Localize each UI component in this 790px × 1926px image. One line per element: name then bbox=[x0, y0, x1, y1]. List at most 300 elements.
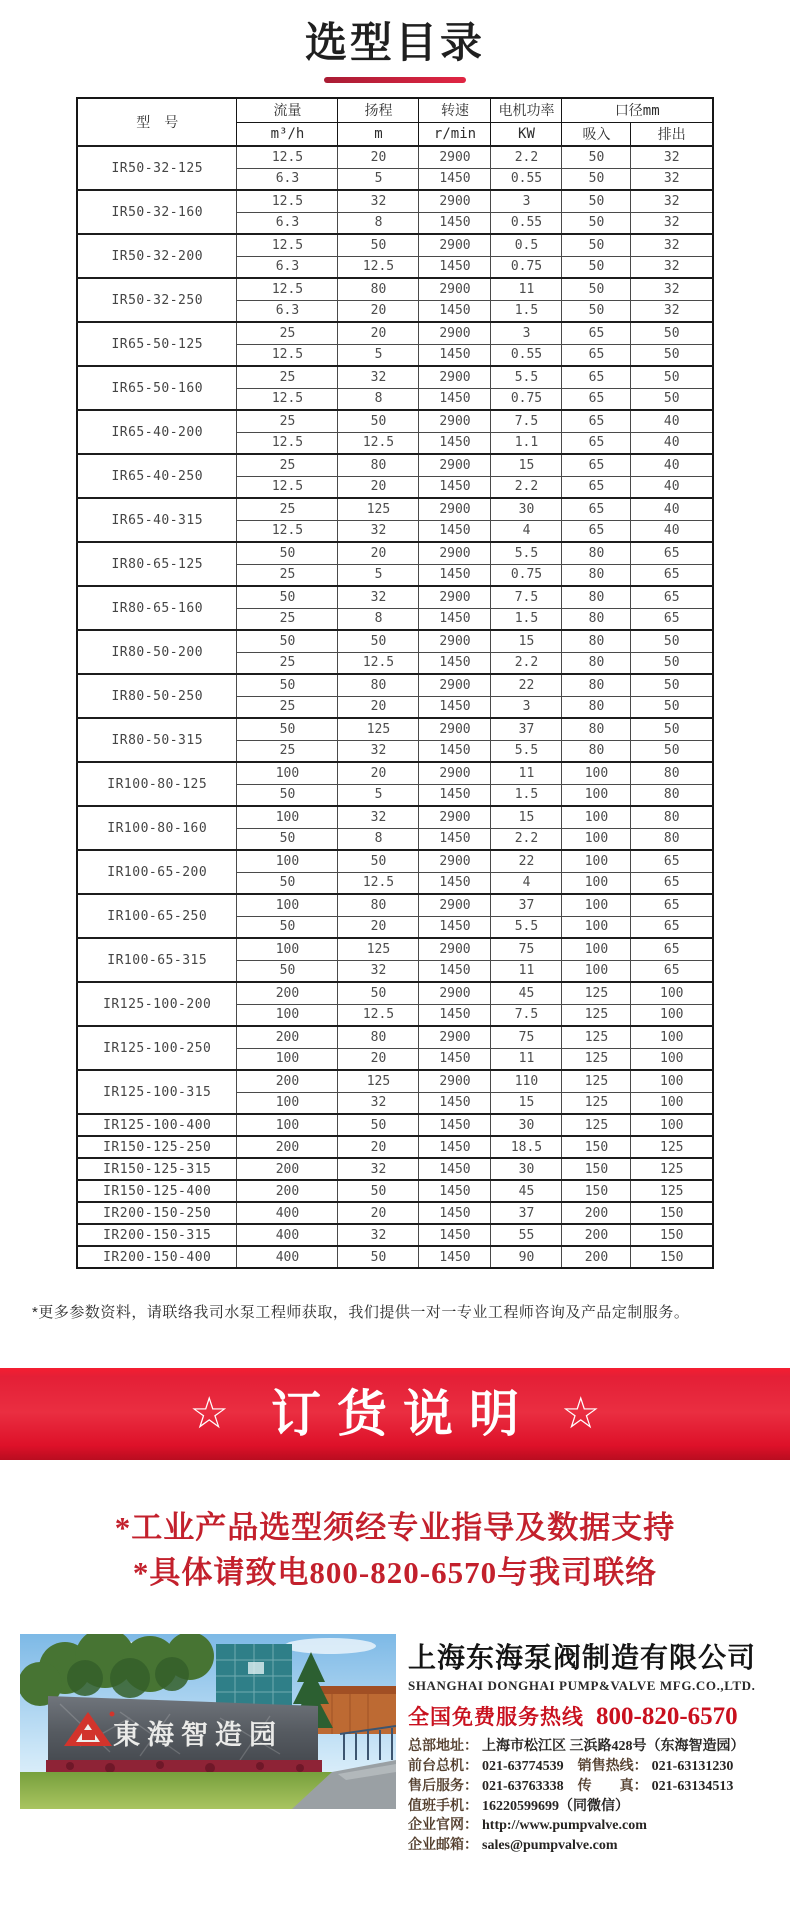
spec-cell: 37 bbox=[491, 718, 562, 740]
factory-entrance-illustration bbox=[20, 1634, 396, 1809]
spec-cell: 100 bbox=[237, 806, 338, 828]
spec-cell: 80 bbox=[562, 564, 631, 586]
table-row bbox=[77, 982, 713, 1004]
table-row bbox=[77, 938, 713, 960]
spec-cell: 12.5 bbox=[338, 872, 419, 894]
spec-cell: 0.5 bbox=[491, 234, 562, 256]
spec-cell: 32 bbox=[631, 234, 713, 256]
spec-cell: 65 bbox=[562, 366, 631, 388]
spec-cell: 20 bbox=[338, 322, 419, 344]
col-header-speed: 转速 bbox=[419, 98, 491, 122]
spec-cell: 50 bbox=[237, 872, 338, 894]
spec-cell: 6.3 bbox=[237, 212, 338, 234]
spec-cell: 110 bbox=[491, 1070, 562, 1092]
table-row bbox=[77, 1158, 713, 1180]
spec-cell: 1450 bbox=[419, 564, 491, 586]
model-cell: IR100-65-315 bbox=[77, 938, 237, 982]
spec-cell: 50 bbox=[631, 344, 713, 366]
contact-value: 021-63763338 bbox=[482, 1778, 564, 1794]
model-cell: IR65-40-200 bbox=[77, 410, 237, 454]
banner-title: 订货说明 bbox=[271, 1386, 535, 1442]
contact-value: 021-63131230 bbox=[651, 1758, 734, 1774]
spec-cell: 50 bbox=[338, 850, 419, 872]
spec-cell: 45 bbox=[491, 1180, 562, 1202]
spec-cell: 12.5 bbox=[237, 476, 338, 498]
spec-cell: 2900 bbox=[419, 630, 491, 652]
spec-cell: 50 bbox=[237, 542, 338, 564]
spec-cell: 125 bbox=[562, 1114, 631, 1136]
spec-cell: 2900 bbox=[419, 1026, 491, 1048]
spec-cell: 50 bbox=[631, 388, 713, 410]
col-header-flow: 流量 bbox=[237, 98, 338, 122]
spec-cell: 11 bbox=[491, 1048, 562, 1070]
table-row bbox=[77, 586, 713, 608]
spec-cell: 5.5 bbox=[491, 542, 562, 564]
spec-cell: 1450 bbox=[419, 872, 491, 894]
model-cell: IR50-32-250 bbox=[77, 278, 237, 322]
spec-cell: 15 bbox=[491, 454, 562, 476]
spec-cell: 200 bbox=[237, 1158, 338, 1180]
spec-cell: 50 bbox=[562, 212, 631, 234]
sign-text: 東海智造园 bbox=[113, 1719, 283, 1750]
contact-label: 售后服务： bbox=[408, 1778, 478, 1794]
spec-cell: 32 bbox=[631, 256, 713, 278]
spec-cell: 100 bbox=[562, 806, 631, 828]
contact-label: 值班手机： bbox=[408, 1798, 478, 1814]
company-footer bbox=[20, 1634, 770, 1856]
spec-cell: 80 bbox=[562, 630, 631, 652]
spec-cell: 200 bbox=[237, 1180, 338, 1202]
spec-cell: 50 bbox=[631, 696, 713, 718]
spec-cell: 2900 bbox=[419, 718, 491, 740]
spec-cell: 125 bbox=[338, 718, 419, 740]
spec-cell: 65 bbox=[631, 586, 713, 608]
spec-cell: 100 bbox=[631, 1026, 713, 1048]
table-row bbox=[77, 1224, 713, 1246]
spec-cell: 20 bbox=[338, 1136, 419, 1158]
spec-cell: 25 bbox=[237, 652, 338, 674]
spec-cell: 32 bbox=[631, 300, 713, 322]
factory-photo bbox=[20, 1634, 396, 1809]
spec-cell: 1450 bbox=[419, 652, 491, 674]
spec-cell: 125 bbox=[562, 1026, 631, 1048]
spec-cell: 50 bbox=[562, 300, 631, 322]
spec-cell: 2900 bbox=[419, 542, 491, 564]
table-row bbox=[77, 1026, 713, 1048]
spec-cell: 200 bbox=[237, 1026, 338, 1048]
model-cell: IR125-100-200 bbox=[77, 982, 237, 1026]
spec-cell: 2900 bbox=[419, 674, 491, 696]
col-unit-power: KW bbox=[491, 122, 562, 146]
spec-cell: 90 bbox=[491, 1246, 562, 1268]
col-header-discharge: 排出 bbox=[631, 122, 713, 146]
hotline-label: 全国免费服务热线 bbox=[408, 1704, 584, 1729]
spec-cell: 125 bbox=[631, 1180, 713, 1202]
spec-cell: 1450 bbox=[419, 1004, 491, 1026]
spec-cell: 65 bbox=[631, 960, 713, 982]
table-row bbox=[77, 1070, 713, 1092]
spec-cell: 80 bbox=[338, 454, 419, 476]
spec-cell: 100 bbox=[562, 784, 631, 806]
col-header-suction: 吸入 bbox=[562, 122, 631, 146]
spec-cell: 150 bbox=[631, 1202, 713, 1224]
spec-cell: 12.5 bbox=[237, 344, 338, 366]
spec-cell: 200 bbox=[237, 1070, 338, 1092]
spec-cell: 32 bbox=[338, 586, 419, 608]
table-row bbox=[77, 1246, 713, 1268]
spec-cell: 100 bbox=[237, 1114, 338, 1136]
spec-cell: 50 bbox=[237, 828, 338, 850]
notice-line-1: *工业产品选型须经专业指导及数据支持 bbox=[114, 1510, 676, 1545]
spec-cell: 50 bbox=[338, 630, 419, 652]
spec-cell: 8 bbox=[338, 212, 419, 234]
spec-cell: 1450 bbox=[419, 960, 491, 982]
spec-cell: 25 bbox=[237, 498, 338, 520]
spec-cell: 100 bbox=[237, 1092, 338, 1114]
contact-label: 销售热线： bbox=[577, 1758, 648, 1774]
spec-cell: 12.5 bbox=[237, 388, 338, 410]
spec-cell: 100 bbox=[562, 762, 631, 784]
table-row bbox=[77, 762, 713, 784]
model-cell: IR100-65-200 bbox=[77, 850, 237, 894]
spec-cell: 1450 bbox=[419, 740, 491, 762]
spec-cell: 2900 bbox=[419, 234, 491, 256]
spec-cell: 1450 bbox=[419, 1092, 491, 1114]
spec-cell: 400 bbox=[237, 1224, 338, 1246]
spec-cell: 2900 bbox=[419, 1070, 491, 1092]
spec-cell: 125 bbox=[562, 1004, 631, 1026]
spec-cell: 50 bbox=[631, 322, 713, 344]
spec-cell: 2900 bbox=[419, 366, 491, 388]
spec-cell: 65 bbox=[631, 916, 713, 938]
spec-cell: 80 bbox=[338, 278, 419, 300]
spec-cell: 1.1 bbox=[491, 432, 562, 454]
spec-cell: 55 bbox=[491, 1224, 562, 1246]
spec-cell: 50 bbox=[562, 146, 631, 168]
spec-cell: 2900 bbox=[419, 454, 491, 476]
spec-cell: 150 bbox=[631, 1224, 713, 1246]
spec-cell: 65 bbox=[631, 542, 713, 564]
spec-cell: 1450 bbox=[419, 520, 491, 542]
spec-cell: 2900 bbox=[419, 410, 491, 432]
spec-cell: 25 bbox=[237, 454, 338, 476]
contact-label: 前台总机： bbox=[408, 1758, 478, 1774]
spec-cell: 65 bbox=[562, 476, 631, 498]
contact-line bbox=[408, 1816, 770, 1836]
spec-cell: 100 bbox=[562, 894, 631, 916]
spec-cell: 80 bbox=[631, 806, 713, 828]
spec-cell: 1450 bbox=[419, 1224, 491, 1246]
spec-cell: 2.2 bbox=[491, 652, 562, 674]
spec-cell: 50 bbox=[631, 652, 713, 674]
spec-cell: 2900 bbox=[419, 322, 491, 344]
spec-cell: 1450 bbox=[419, 1158, 491, 1180]
spec-cell: 40 bbox=[631, 520, 713, 542]
spec-cell: 20 bbox=[338, 146, 419, 168]
spec-cell: 8 bbox=[338, 828, 419, 850]
spec-cell: 12.5 bbox=[237, 146, 338, 168]
model-cell: IR80-65-160 bbox=[77, 586, 237, 630]
table-row bbox=[77, 146, 713, 168]
spec-cell: 32 bbox=[338, 520, 419, 542]
spec-cell: 125 bbox=[631, 1136, 713, 1158]
spec-cell: 150 bbox=[562, 1158, 631, 1180]
spec-cell: 20 bbox=[338, 1048, 419, 1070]
spec-cell: 20 bbox=[338, 300, 419, 322]
spec-cell: 1450 bbox=[419, 300, 491, 322]
spec-cell: 80 bbox=[338, 1026, 419, 1048]
model-cell: IR125-100-315 bbox=[77, 1070, 237, 1114]
spec-cell: 125 bbox=[338, 938, 419, 960]
spec-cell: 12.5 bbox=[237, 190, 338, 212]
spec-cell: 40 bbox=[631, 498, 713, 520]
table-row bbox=[77, 454, 713, 476]
spec-cell: 50 bbox=[631, 740, 713, 762]
spec-cell: 5 bbox=[338, 784, 419, 806]
spec-cell: 20 bbox=[338, 476, 419, 498]
spec-cell: 6.3 bbox=[237, 300, 338, 322]
spec-cell: 100 bbox=[237, 762, 338, 784]
model-cell: IR50-32-125 bbox=[77, 146, 237, 190]
model-cell: IR50-32-200 bbox=[77, 234, 237, 278]
spec-cell: 50 bbox=[237, 674, 338, 696]
table-row bbox=[77, 1202, 713, 1224]
spec-cell: 50 bbox=[338, 234, 419, 256]
spec-cell: 5.5 bbox=[491, 366, 562, 388]
spec-cell: 1450 bbox=[419, 344, 491, 366]
model-cell: IR80-50-200 bbox=[77, 630, 237, 674]
table-row bbox=[77, 806, 713, 828]
spec-cell: 15 bbox=[491, 1092, 562, 1114]
spec-cell: 20 bbox=[338, 696, 419, 718]
spec-cell: 65 bbox=[562, 344, 631, 366]
spec-cell: 0.55 bbox=[491, 344, 562, 366]
spec-cell: 12.5 bbox=[338, 652, 419, 674]
model-cell: IR80-50-250 bbox=[77, 674, 237, 718]
spec-cell: 50 bbox=[338, 1246, 419, 1268]
spec-cell: 30 bbox=[491, 1114, 562, 1136]
spec-cell: 400 bbox=[237, 1246, 338, 1268]
company-name-en: SHANGHAI DONGHAI PUMP&VALVE MFG.CO.,LTD. bbox=[408, 1677, 756, 1693]
spec-cell: 7.5 bbox=[491, 410, 562, 432]
contact-line bbox=[408, 1797, 770, 1817]
table-row bbox=[77, 718, 713, 740]
spec-cell: 2900 bbox=[419, 894, 491, 916]
spec-cell: 50 bbox=[237, 916, 338, 938]
spec-cell: 65 bbox=[562, 498, 631, 520]
contact-value: sales@pumpvalve.com bbox=[482, 1838, 618, 1854]
spec-cell: 1450 bbox=[419, 1246, 491, 1268]
spec-cell: 65 bbox=[562, 322, 631, 344]
footnote: *更多参数资料，请联络我司水泵工程师获取，我们提供一对一专业工程师咨询及产品定制服务。 bbox=[32, 1304, 690, 1321]
contact-label: 企业邮箱： bbox=[408, 1838, 478, 1854]
spec-cell: 3 bbox=[491, 190, 562, 212]
contact-label: 企业官网： bbox=[408, 1818, 478, 1834]
spec-cell: 25 bbox=[237, 564, 338, 586]
spec-cell: 150 bbox=[631, 1246, 713, 1268]
contact-value: 16220599699（同微信） bbox=[482, 1798, 629, 1814]
spec-cell: 32 bbox=[631, 168, 713, 190]
spec-cell: 37 bbox=[491, 894, 562, 916]
spec-cell: 5 bbox=[338, 564, 419, 586]
spec-cell: 65 bbox=[631, 872, 713, 894]
spec-cell: 2900 bbox=[419, 498, 491, 520]
spec-cell: 30 bbox=[491, 1158, 562, 1180]
table-row bbox=[77, 410, 713, 432]
order-instructions-banner bbox=[0, 1368, 790, 1460]
spec-cell: 0.75 bbox=[491, 256, 562, 278]
spec-cell: 1450 bbox=[419, 608, 491, 630]
spec-cell: 2900 bbox=[419, 982, 491, 1004]
spec-cell: 1450 bbox=[419, 432, 491, 454]
spec-cell: 50 bbox=[562, 278, 631, 300]
spec-cell: 4 bbox=[491, 520, 562, 542]
table-row bbox=[77, 542, 713, 564]
spec-cell: 65 bbox=[631, 938, 713, 960]
table-row bbox=[77, 190, 713, 212]
spec-cell: 40 bbox=[631, 432, 713, 454]
table-row bbox=[77, 322, 713, 344]
spec-cell: 50 bbox=[338, 1180, 419, 1202]
model-cell: IR65-50-125 bbox=[77, 322, 237, 366]
model-cell: IR100-80-125 bbox=[77, 762, 237, 806]
table-body bbox=[77, 146, 713, 1268]
spec-cell: 100 bbox=[562, 938, 631, 960]
spec-cell: 65 bbox=[631, 894, 713, 916]
col-header-diameter: 口径mm bbox=[562, 98, 713, 122]
table-row bbox=[77, 1180, 713, 1202]
table-row bbox=[77, 674, 713, 696]
spec-cell: 32 bbox=[338, 806, 419, 828]
model-cell: IR200-150-250 bbox=[77, 1202, 237, 1224]
spec-cell: 50 bbox=[562, 168, 631, 190]
spec-cell: 0.55 bbox=[491, 212, 562, 234]
contact-label: 传 真： bbox=[577, 1778, 648, 1794]
contact-label: 总部地址： bbox=[408, 1738, 478, 1754]
spec-cell: 100 bbox=[631, 1070, 713, 1092]
spec-cell: 5 bbox=[338, 168, 419, 190]
model-cell: IR125-100-250 bbox=[77, 1026, 237, 1070]
spec-cell: 32 bbox=[338, 960, 419, 982]
spec-cell: 4 bbox=[491, 872, 562, 894]
spec-cell: 20 bbox=[338, 762, 419, 784]
spec-cell: 18.5 bbox=[491, 1136, 562, 1158]
spec-cell: 0.55 bbox=[491, 168, 562, 190]
company-info bbox=[408, 1634, 770, 1856]
spec-cell: 22 bbox=[491, 674, 562, 696]
spec-cell: 50 bbox=[631, 718, 713, 740]
spec-cell: 65 bbox=[631, 608, 713, 630]
col-header-model: 型 号 bbox=[77, 98, 237, 146]
spec-cell: 40 bbox=[631, 476, 713, 498]
spec-cell: 1.5 bbox=[491, 300, 562, 322]
spec-cell: 2.2 bbox=[491, 476, 562, 498]
spec-cell: 25 bbox=[237, 410, 338, 432]
spec-cell: 1450 bbox=[419, 256, 491, 278]
model-cell: IR80-50-315 bbox=[77, 718, 237, 762]
spec-cell: 200 bbox=[237, 982, 338, 1004]
spec-cell: 80 bbox=[562, 696, 631, 718]
spec-cell: 100 bbox=[631, 1092, 713, 1114]
spec-cell: 32 bbox=[631, 212, 713, 234]
spec-cell: 32 bbox=[338, 1092, 419, 1114]
spec-cell: 100 bbox=[631, 1004, 713, 1026]
spec-cell: 11 bbox=[491, 762, 562, 784]
model-cell: IR150-125-250 bbox=[77, 1136, 237, 1158]
spec-cell: 12.5 bbox=[237, 234, 338, 256]
spec-cell: 32 bbox=[338, 1224, 419, 1246]
spec-cell: 45 bbox=[491, 982, 562, 1004]
spec-cell: 1450 bbox=[419, 1202, 491, 1224]
table-row bbox=[77, 278, 713, 300]
table-row bbox=[77, 630, 713, 652]
model-cell: IR100-80-160 bbox=[77, 806, 237, 850]
model-cell: IR65-40-250 bbox=[77, 454, 237, 498]
spec-cell: 100 bbox=[237, 938, 338, 960]
title-underline bbox=[324, 77, 466, 83]
hotline-number: 800-820-6570 bbox=[596, 1702, 738, 1730]
spec-cell: 7.5 bbox=[491, 586, 562, 608]
col-header-head: 扬程 bbox=[338, 98, 419, 122]
spec-cell: 100 bbox=[631, 1048, 713, 1070]
spec-cell: 50 bbox=[338, 410, 419, 432]
model-cell: IR200-150-315 bbox=[77, 1224, 237, 1246]
pump-selection-table bbox=[76, 97, 714, 1269]
spec-cell: 25 bbox=[237, 322, 338, 344]
spec-cell: 50 bbox=[338, 982, 419, 1004]
spec-cell: 1450 bbox=[419, 1048, 491, 1070]
contact-line bbox=[408, 1836, 770, 1856]
spec-cell: 32 bbox=[338, 190, 419, 212]
spec-cell: 40 bbox=[631, 410, 713, 432]
star-icon: ☆ bbox=[561, 1389, 601, 1438]
spec-cell: 50 bbox=[562, 234, 631, 256]
spec-cell: 3 bbox=[491, 696, 562, 718]
spec-cell: 150 bbox=[562, 1180, 631, 1202]
spec-cell: 32 bbox=[631, 278, 713, 300]
spec-cell: 125 bbox=[631, 1158, 713, 1180]
spec-cell: 32 bbox=[338, 1158, 419, 1180]
spec-cell: 1450 bbox=[419, 476, 491, 498]
model-cell: IR65-40-315 bbox=[77, 498, 237, 542]
spec-cell: 20 bbox=[338, 542, 419, 564]
contact-list bbox=[408, 1737, 770, 1856]
spec-cell: 125 bbox=[562, 982, 631, 1004]
spec-cell: 125 bbox=[338, 498, 419, 520]
spec-cell: 25 bbox=[237, 696, 338, 718]
spec-cell: 100 bbox=[237, 894, 338, 916]
spec-cell: 50 bbox=[631, 674, 713, 696]
spec-cell: 65 bbox=[562, 410, 631, 432]
table-row bbox=[77, 366, 713, 388]
spec-cell: 200 bbox=[562, 1202, 631, 1224]
table-row bbox=[77, 894, 713, 916]
spec-cell: 2900 bbox=[419, 806, 491, 828]
spec-cell: 80 bbox=[631, 828, 713, 850]
spec-cell: 11 bbox=[491, 960, 562, 982]
spec-cell: 65 bbox=[631, 850, 713, 872]
model-cell: IR125-100-400 bbox=[77, 1114, 237, 1136]
model-cell: IR200-150-400 bbox=[77, 1246, 237, 1268]
spec-cell: 50 bbox=[562, 190, 631, 212]
spec-cell: 2900 bbox=[419, 586, 491, 608]
spec-cell: 3 bbox=[491, 322, 562, 344]
spec-cell: 2900 bbox=[419, 190, 491, 212]
table-row bbox=[77, 234, 713, 256]
table-row bbox=[77, 498, 713, 520]
spec-cell: 0.75 bbox=[491, 388, 562, 410]
spec-cell: 80 bbox=[562, 652, 631, 674]
